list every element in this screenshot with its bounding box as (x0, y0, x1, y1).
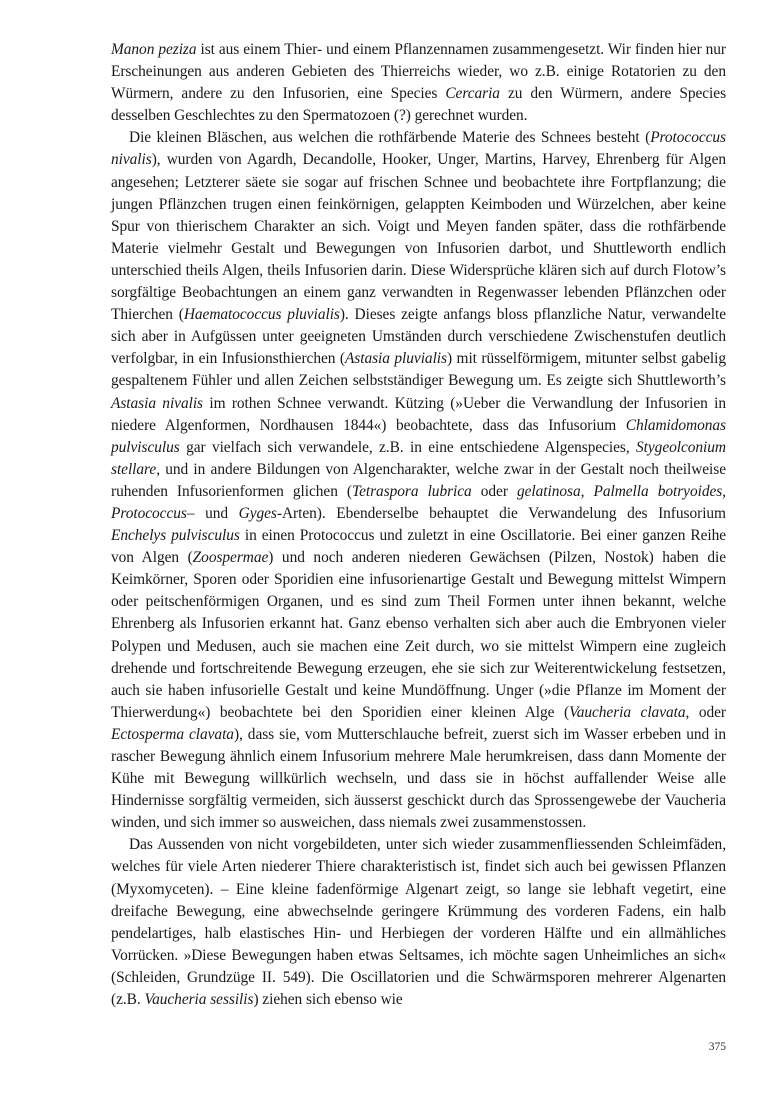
italic-term: gelatinosa, Palmella botryoides, Protococcus (111, 482, 726, 522)
italic-term: Stygeolconium stellare (111, 438, 726, 478)
text-run: -Arten). Ebenderselbe behauptet die Verwandelung des Infusorium (276, 504, 726, 522)
italic-term: Chlamidomonas pulvisculus (111, 416, 726, 456)
italic-term: Manon peziza (111, 41, 197, 58)
italic-term: Tetraspora lubrica (352, 482, 472, 500)
italic-term: Enchelys pulvisculus (111, 527, 240, 545)
italic-term: Vaucheria clavata (569, 703, 686, 721)
italic-term: Haematococcus pluvialis (183, 306, 340, 324)
text-run: ) und noch anderen niederen Gewächsen (Pilzen, Nostok) haben die Keimkörner, Sporen oder Sporidien eine infusorienartige Gestalt und Bewegung mittelst Wimpern oder peitschenförmigen Organen, und es sind zum Theil Formen unter ihnen bekannt, welche Ehrenberg als Infusorien erkannt hat. Ganz ebenso verhalten sich aber auch die Embryonen vieler Polypen und Medusen, auch sie machen eine Zeit durch, wo sie mittelst Wimpern eine zugleich drehende und fortschreitende Bewegung erzeugen, ehe sie sich zur Weiterentwickelung festsetzen, auch sie haben infusorielle Gestalt und keine Mundöffnung. Unger (»die Pflanze im Moment der Thierwerdung«) beobachtete bei den Sporidien einer kleinen Alge ( (111, 549, 726, 721)
paragraph-2 (111, 127, 726, 834)
text-run: – und (186, 504, 239, 522)
text-run: Die kleinen Bläschen, aus welchen die rothfärbende Materie des Schnees besteht ( (129, 129, 651, 147)
text-run: ), dass sie, vom Mutterschlauche befreit, zuerst sich im Wasser erbeben und in rascher Bewegung ähnlich einem Infusorium mehrere Male herumkreisen, dass dann Momente der Kühe mit Bewegung willkürlich wechseln, und dass sie in höchst auffallender Weise alle Hindernisse sorgfältig vermeiden, sich äusserst geschickt durch das Sprossengewebe der Vaucheria winden, und sich immer so ausweichen, dass niemals zwei zusammenstossen. (111, 725, 726, 832)
italic-term: Gyges (238, 504, 277, 522)
text-run: oder (471, 482, 517, 500)
italic-term: Zoospermae (192, 549, 269, 567)
page-number: 375 (708, 1041, 726, 1053)
italic-term: Protococcus nivalis (111, 129, 726, 169)
paragraph-1 (111, 39, 726, 127)
text-run: im rothen Schnee verwandt. Kützing (»Ueber die Verwandlung der Infusorien in niedere Algenformen, Nordhausen 1844«) beobachtete, dass das Infusorium (111, 394, 726, 434)
italic-term: Ectosperma clavata (111, 725, 234, 743)
italic-term: Astasia nivalis (111, 394, 203, 412)
text-run: ) mit rüsselförmigem, mitunter selbst gabelig gespaltenem Fühler und allen Zeichen selbstständiger Bewegung um. Es zeigte sich Shuttleworth’s (111, 350, 726, 390)
text-run: Das Aussenden von nicht vorgebildeten, unter sich wieder zusammenfliessenden Schleimfäden, welches für viele Arten niederer Thiere charakteristisch ist, findet sich auch bei gewissen Pflanzen (Myxomyceten). – Eine kleine fadenförmige Algenart zeigt, so lange sie lebhaft vegetirt, eine dreifache Bewegung, eine abwechselnde geringere Krümmung des vorderen Fadens, ein halb pendelartiges, halb elastisches Hin- und Herbiegen der vorderen Hälfte und ein allmähliches Vorrücken. »Diese Bewegungen haben etwas Seltsames, ich möchte sagen Unheimliches an sich« (Schleiden, Grundzüge II. 549). Die Oscillatorien und die Schwärmsporen mehrerer Algenarten (z.B. (111, 836, 726, 1009)
italic-term: Cercaria (445, 85, 500, 103)
italic-term: Astasia pluvialis (344, 350, 447, 368)
text-run: zu den Würmern, andere Species desselben Geschlechtes zu den Spermatozoen (?) gerechnet wurden. (111, 85, 727, 125)
text-run: , und in andere Bildungen von Algencharakter, welche zwar in der Gestalt noch theilweise ruhenden Infusorienformen glichen ( (111, 460, 726, 500)
text-run: in einen Protococcus und zuletzt in eine Oscillatorie. Bei einer ganzen Reihe von Algen ( (111, 527, 726, 567)
text-run: ) ziehen sich ebenso wie (253, 991, 403, 1009)
text-run: gar vielfach sich verwandele, z.B. in eine entschiedene Algenspecies, (179, 438, 637, 456)
text-run: ist aus einem Thier- und einem Pflanzennamen zusammengesetzt. Wir finden hier nur Erscheinungen aus anderen Gebieten des Thierreichs wieder, wo z.B. einige Rotatorien zu den Würmern, andere zu den Infusorien, eine Species (111, 41, 727, 103)
text-run: ). Dieses zeigte anfangs bloss pflanzliche Natur, verwandelte sich aber in Aufgüssen unter geeigneten Umständen durch verschiedene Zwischenstufen deutlich verfolgbar, in ein Infusionsthierchen ( (111, 306, 726, 368)
text-run: ), wurden von Agardh, Decandolle, Hooker, Unger, Martins, Harvey, Ehrenberg für Algen angesehen; Letzterer säete sie sogar auf frischen Schnee und beobachtete ihre Fortpflanzung; die jungen Pflänzchen trugen einen feinkörnigen, gelappten Keimboden und Würzelchen, aber keine Spur von thierischem Charakter an sich. Voigt und Meyen fanden später, dass die rothfärbende Materie vielmehr Gestalt und Bewegungen von Infusorien darbot, und Shuttleworth endlich unterschied theils Algen, theils Infusorien darin. Diese Widersprüche klären sich auf durch Flotow’s sorgfältige Beobachtungen an einem ganz verwandten in Regenwasser lebenden Pflänzchen oder Thierchen ( (111, 151, 726, 324)
italic-term: Vaucheria sessilis (144, 991, 254, 1009)
text-run: , oder (685, 703, 726, 721)
paragraph-3 (111, 834, 726, 1011)
body-text (111, 39, 726, 1011)
